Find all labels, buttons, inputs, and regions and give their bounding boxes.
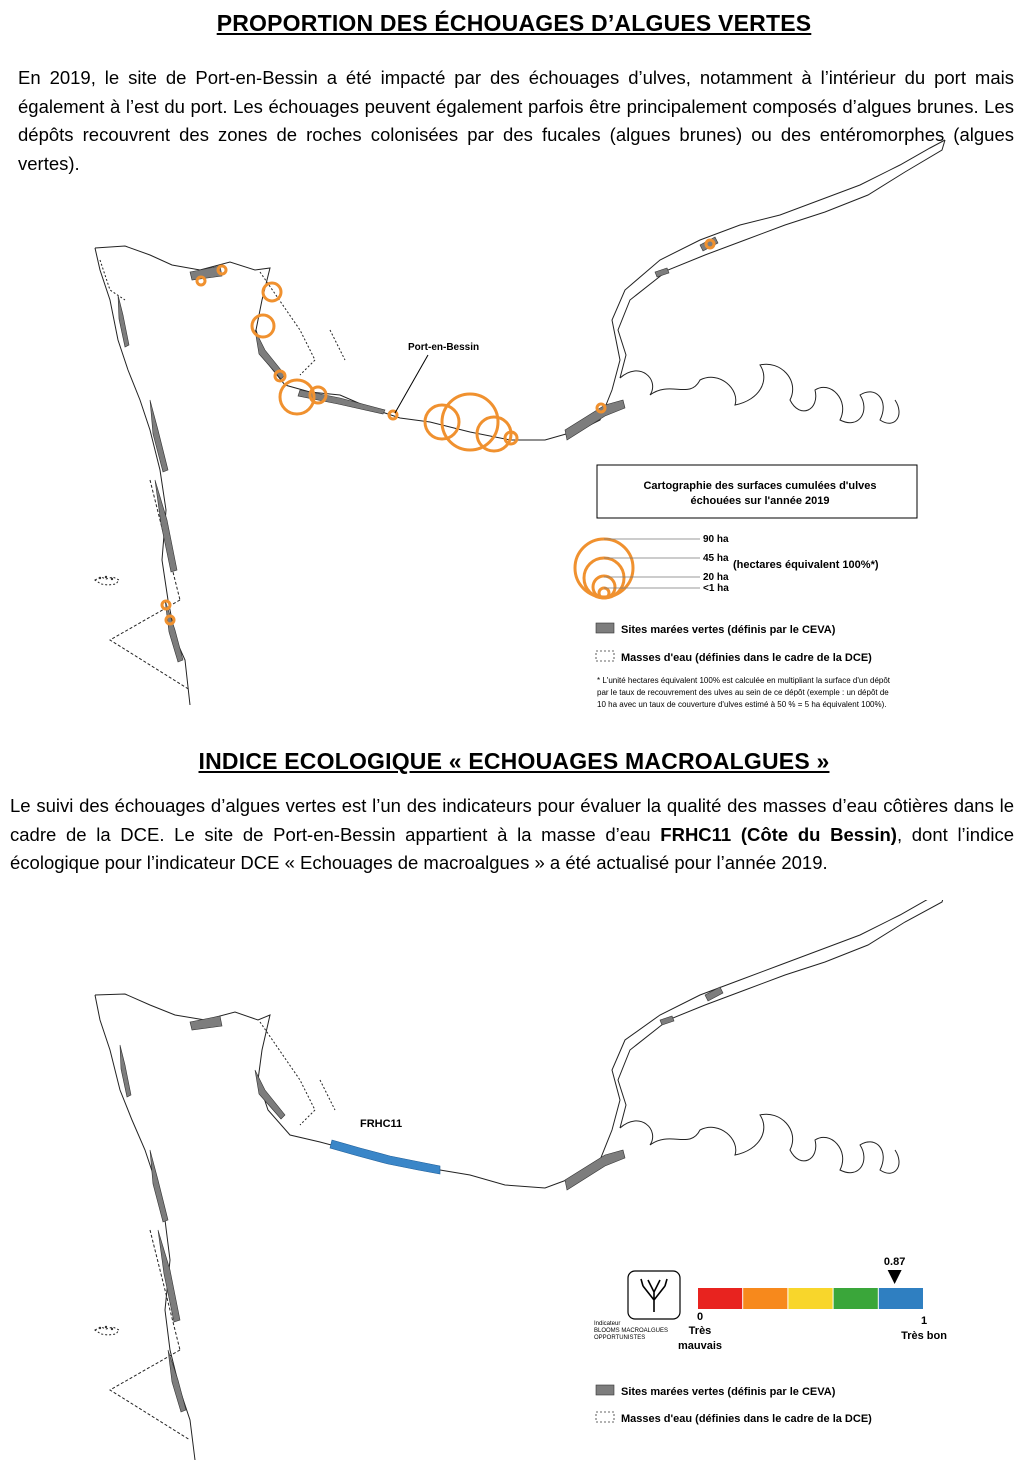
coastline bbox=[95, 140, 945, 705]
green-tide-sites bbox=[118, 237, 718, 662]
scale-max-label: Très bon bbox=[901, 1330, 947, 1342]
legend-sites-label: Sites marées vertes (définis par le CEVA) bbox=[621, 624, 836, 636]
legend-masses-label: Masses d'eau (définies dans le cadre de la DCE) bbox=[621, 652, 872, 664]
scale-segment-5 bbox=[879, 1288, 923, 1309]
footnote-line3: 10 ha avec un taux de couverture d'ulves estimé à 50 % = 5 ha équivalent 100%). bbox=[597, 700, 887, 709]
section2-water-body-name: FRHC11 (Côte du Bessin) bbox=[660, 823, 897, 845]
section2-paragraph-part2: , dont l’indice écologique pour l’indicateur DCE « Echouages de macroalgues » a été actualisé pour l’année 2019. bbox=[10, 823, 1015, 873]
map-green-algae-strandings bbox=[0, 130, 1028, 730]
scale-max: 1 bbox=[920, 1315, 928, 1327]
port-en-bessin-label: Port-en-Bessin bbox=[408, 342, 480, 353]
legend-mass-swatch bbox=[596, 651, 614, 661]
footnote-line2: par le taux de recouvrement des ulves au sein de ce dépôt (exemple : un dépôt de bbox=[597, 688, 889, 697]
legend-title-line2: échouées sur l'année 2019 bbox=[690, 495, 830, 507]
indicator-line2: BLOOMS MACROALGUES bbox=[594, 1328, 669, 1334]
legend2-masses-label: Masses d'eau (définies dans le cadre de la DCE) bbox=[621, 1413, 872, 1425]
section1-paragraph: En 2019, le site de Port-en-Bessin a été impacté par des échouages d’ulves, notamment à l’intérieur du port mais également à l’est du port. Les échouages peuvent également parfois être principalement composés d’algues brunes. Les dépôts recouvrent des zones de roches colonisées par des fucales (algues brunes) ou des entéromorphes (algues vertes). bbox=[18, 67, 1014, 174]
indicator-line1: Indicateur bbox=[594, 1321, 621, 1327]
coastline-2 bbox=[95, 900, 945, 1460]
scale-45ha: 45 ha bbox=[703, 553, 729, 564]
frhc11-water-body bbox=[330, 1140, 440, 1174]
scale-20ha: 20 ha bbox=[703, 572, 729, 583]
section2-title: INDICE ECOLOGIQUE « ECHOUAGES MACROALGUES » bbox=[198, 748, 830, 774]
circle-scale bbox=[575, 539, 633, 598]
index-marker bbox=[888, 1270, 902, 1284]
green-tide-sites-2 bbox=[120, 987, 723, 1412]
legend-site-swatch bbox=[596, 623, 614, 633]
index-value-label: 0.87 bbox=[883, 1256, 906, 1268]
island-2 bbox=[95, 1326, 119, 1335]
stranding-circles bbox=[162, 240, 714, 624]
footnote-line1: * L'unité hectares équivalent 100% est calculée en multipliant la surface d'un dépôt bbox=[597, 676, 891, 685]
frhc11-label: FRHC11 bbox=[360, 1118, 403, 1130]
scale-lt1ha: <1 ha bbox=[703, 583, 729, 594]
scale-segment-1 bbox=[698, 1288, 742, 1309]
port-label-leader bbox=[395, 355, 428, 413]
quality-scale-bar bbox=[698, 1288, 923, 1309]
section2-paragraph bbox=[10, 792, 1014, 878]
section1-title: PROPORTION DES ÉCHOUAGES D’ALGUES VERTES bbox=[216, 10, 812, 36]
legend2-sites-label: Sites marées vertes (définis par le CEVA) bbox=[621, 1386, 836, 1398]
legend2-site-swatch bbox=[596, 1385, 614, 1395]
scale-note: (hectares équivalent 100%*) bbox=[733, 559, 879, 571]
scale-min-label-1: Très bbox=[688, 1325, 712, 1337]
scale-min: 0 bbox=[696, 1311, 704, 1323]
island bbox=[95, 576, 119, 585]
scale-min-label-2: mauvais bbox=[677, 1340, 723, 1352]
section2-paragraph-part1: Le suivi des échouages d’algues vertes est l’un des indicateurs pour évaluer la qualité des masses d’eau côtières dans le cadre de la DCE. Le site de Port-en-Bessin appartient à la masse d’eau bbox=[10, 795, 1014, 845]
scale-segment-3 bbox=[788, 1288, 832, 1309]
indicator-line3: OPPORTUNISTES bbox=[594, 1335, 646, 1341]
scale-segment-2 bbox=[743, 1288, 787, 1309]
scale-90ha: 90 ha bbox=[703, 534, 729, 545]
legend2-mass-swatch bbox=[596, 1412, 614, 1422]
scale-segment-4 bbox=[834, 1288, 878, 1309]
map-ecological-index bbox=[0, 900, 1028, 1484]
legend-title-line1: Cartographie des surfaces cumulées d'ulves bbox=[643, 480, 877, 492]
